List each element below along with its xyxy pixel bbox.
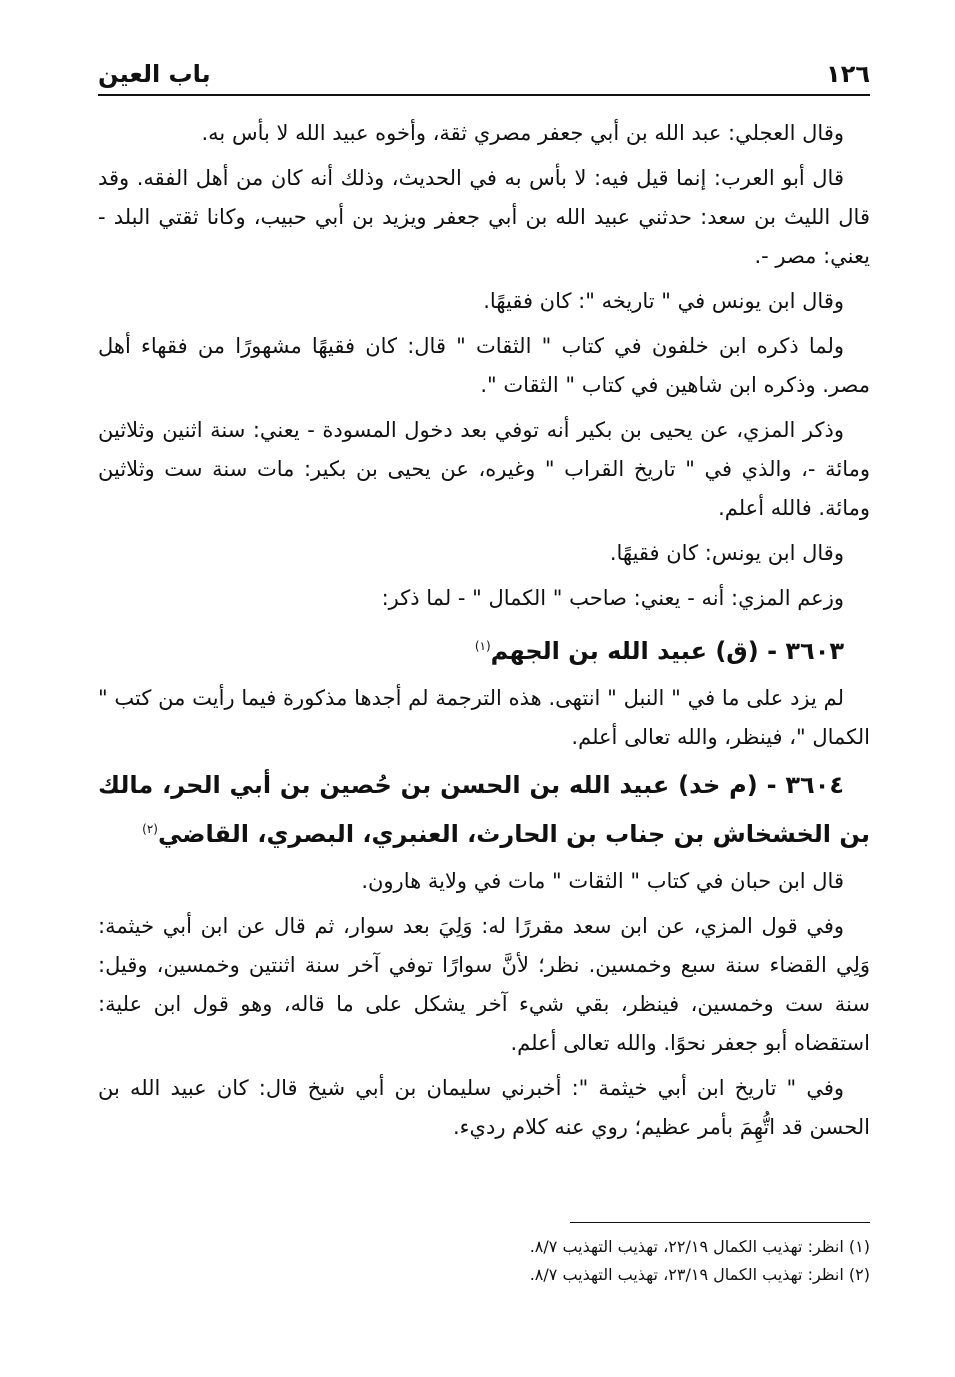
footnote: (١) انظر: تهذيب الكمال ٢٢/١٩، تهذيب التهذيب ٨/٧. <box>529 1237 870 1256</box>
paragraph: وزعم المزي: أنه - يعني: صاحب " الكمال " - لما ذكر: <box>381 586 844 610</box>
paragraph: وذكر المزي، عن يحيى بن بكير أنه توفي بعد دخول المسودة - يعني: سنة اثنين وثلاثين ومائة -، والذي في " تاريخ القراب " وغيره، عن يحيى بن بكير: مات سنة ست وثلاثين ومائة. فالله أعلم. <box>98 418 870 520</box>
paragraph: ولما ذكره ابن خلفون في كتاب " الثقات " قال: كان فقيهًا مشهورًا من فقهاء أهل مصر. وذكره ابن شاهين في كتاب " الثقات ". <box>98 334 870 397</box>
entry-heading-text: ٣٦٠٤ - (م خد) عبيد الله بن الحسن بن حُصين بن أبي الحر، مالك بن الخشخاش بن جناب بن الحارث، العنبري، البصري، القاضي <box>98 771 870 848</box>
paragraph: وقال ابن يونس في " تاريخه ": كان فقيهًا. <box>483 289 844 313</box>
paragraph: وقال العجلي: عبد الله بن أبي جعفر مصري ثقة، وأخوه عبيد الله لا بأس به. <box>201 121 844 145</box>
chapter-title: باب العين <box>98 60 211 88</box>
paragraph: لم يزد على ما في " النبل " انتهى. هذه الترجمة لم أجدها مذكورة فيما رأيت من كتب " الكمال "، فينظر، والله تعالى أعلم. <box>98 686 870 749</box>
footnote-divider <box>570 1222 870 1223</box>
footnote: (٢) انظر: تهذيب الكمال ٢٣/١٩، تهذيب التهذيب ٨/٧. <box>529 1265 870 1284</box>
running-header <box>98 58 870 96</box>
entry-heading <box>98 624 870 673</box>
page <box>98 58 870 1153</box>
entry-heading-text: ٣٦٠٣ - (ق) عبيد الله بن الجهم <box>490 637 844 665</box>
entry-heading <box>98 763 870 856</box>
paragraph: قال ابن حبان في كتاب " الثقات " مات في ولاية هارون. <box>361 869 844 893</box>
paragraph: قال أبو العرب: إنما قيل فيه: لا بأس به في الحديث، وذلك أنه كان من أهل الفقه. وقد قال الليث بن سعد: حدثني عبيد الله بن أبي جعفر ويزيد بن أبي حبيب، وكانا ثقتي البلد - يعني: مصر -. <box>98 166 870 268</box>
footnotes <box>98 1222 870 1289</box>
paragraph: وفي " تاريخ ابن أبي خيثمة ": أخبرني سليمان بن أبي شيخ قال: كان عبيد الله بن الحسن قد اتُّهِمَ بأمر عظيم؛ روي عنه كلام رديء. <box>98 1076 870 1139</box>
paragraph: وفي قول المزي، عن ابن سعد مقررًا له: وَلِيَ بعد سوار، ثم قال عن ابن أبي خيثمة: وَلِي القضاء سنة سبع وخمسين. نظر؛ لأنَّ سوارًا توفي آخر سنة اثنتين وخمسين، وقيل: سنة ست وخمسين، فينظر، بقي شيء آخر يشكل على ما قاله، وهو قول ابن علية: استقضاه أبو جعفر نحوًا. والله تعالى أعلم. <box>98 914 870 1055</box>
paragraph: وقال ابن يونس: كان فقيهًا. <box>609 541 844 565</box>
footnote-ref: (٢) <box>142 822 158 836</box>
page-number: ١٢٦ <box>826 60 870 88</box>
footnote-ref: (١) <box>474 639 491 653</box>
main-text <box>98 114 870 1147</box>
